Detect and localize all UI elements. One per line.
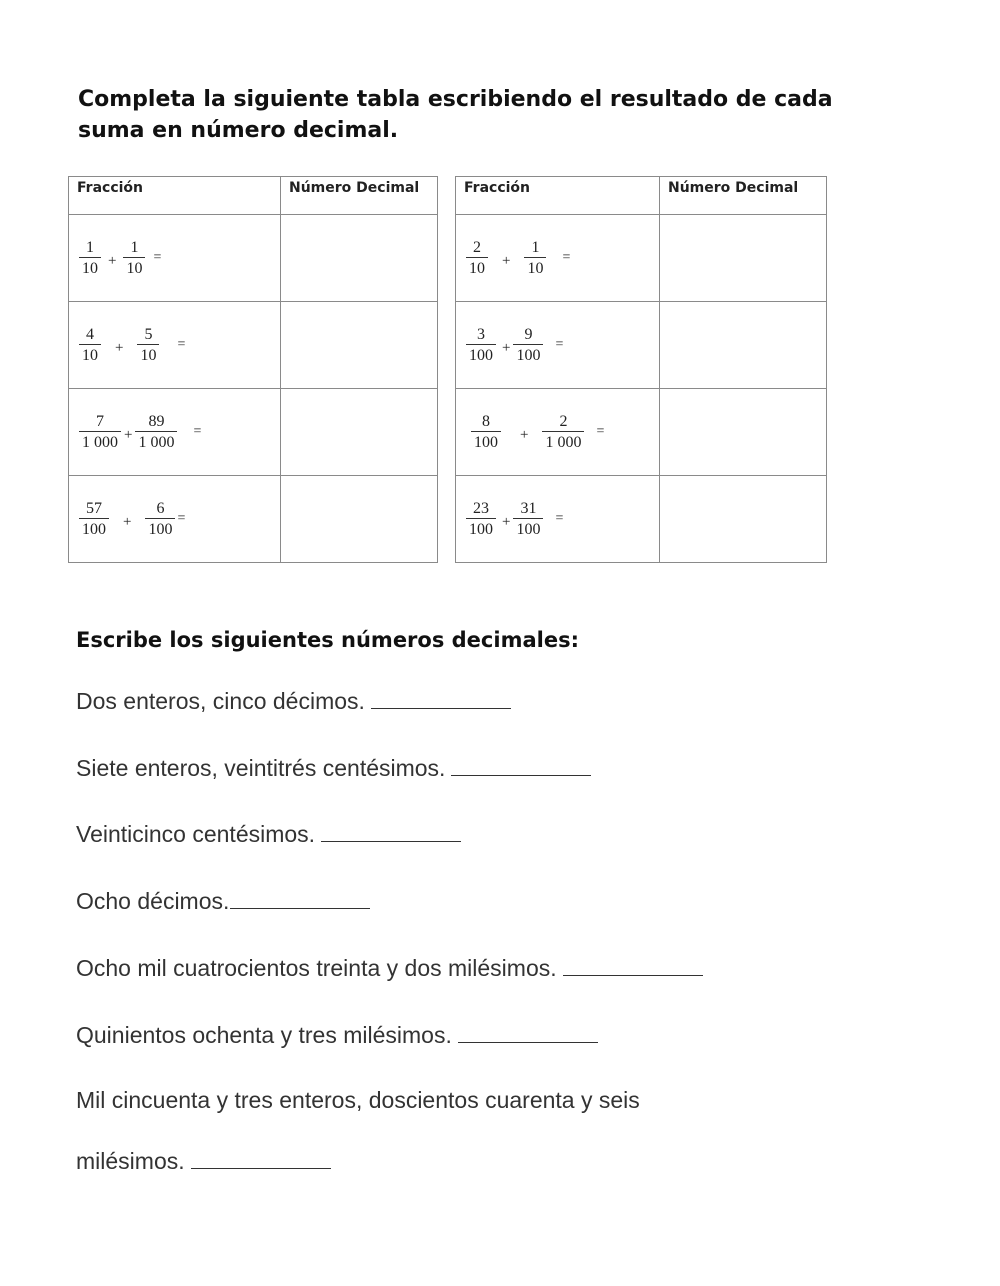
plus-sign: + bbox=[123, 513, 132, 530]
fraction: $\frac{2}{1 000}$ bbox=[542, 413, 584, 452]
answer-blank[interactable] bbox=[191, 1146, 331, 1169]
fraction: $\frac{31}{100}$ bbox=[513, 500, 543, 539]
plus-sign: + bbox=[502, 252, 511, 269]
fraction-cell bbox=[456, 476, 660, 563]
exercise-item bbox=[76, 886, 370, 915]
fraction: $\frac{3}{100}$ bbox=[466, 326, 496, 365]
decimal-answer-cell[interactable] bbox=[660, 215, 827, 302]
fraction: $\frac{7}{1 000}$ bbox=[79, 413, 121, 452]
decimal-answer-cell[interactable] bbox=[281, 389, 438, 476]
header-fraction: Fracción bbox=[456, 177, 660, 215]
fraction-cell bbox=[69, 215, 281, 302]
exercise-item bbox=[76, 1087, 640, 1114]
plus-sign: + bbox=[520, 426, 529, 443]
fraction-table-right bbox=[455, 176, 827, 563]
fraction-cell bbox=[69, 302, 281, 389]
decimal-answer-cell[interactable] bbox=[660, 476, 827, 563]
fraction: $\frac{1}{10}$ bbox=[123, 239, 145, 278]
fraction-cell bbox=[456, 302, 660, 389]
exercise-item bbox=[76, 686, 511, 715]
fraction: $\frac{1}{10}$ bbox=[79, 239, 101, 278]
exercise-item bbox=[76, 1146, 331, 1175]
decimal-answer-cell[interactable] bbox=[281, 476, 438, 563]
fraction: $\frac{4}{10}$ bbox=[79, 326, 101, 365]
header-decimal: Número Decimal bbox=[660, 177, 827, 215]
equals-sign: = bbox=[562, 250, 571, 265]
fraction-cell bbox=[456, 215, 660, 302]
table-row bbox=[456, 302, 827, 389]
table-row bbox=[69, 215, 438, 302]
equals-sign: = bbox=[555, 337, 564, 352]
exercise-text: Ocho mil cuatrocientos treinta y dos milésimos. bbox=[76, 955, 557, 981]
exercise-text: Siete enteros, veintitrés centésimos. bbox=[76, 755, 446, 781]
equals-sign: = bbox=[555, 511, 564, 526]
exercise-item bbox=[76, 953, 703, 982]
plus-sign: + bbox=[108, 252, 117, 269]
table-row bbox=[456, 215, 827, 302]
table-row bbox=[69, 389, 438, 476]
answer-blank[interactable] bbox=[321, 819, 461, 842]
exercise-item bbox=[76, 1020, 598, 1049]
decimal-answer-cell[interactable] bbox=[660, 302, 827, 389]
equals-sign: = bbox=[193, 424, 202, 439]
fraction-cell bbox=[69, 476, 281, 563]
exercise-text: milésimos. bbox=[76, 1148, 185, 1174]
answer-blank[interactable] bbox=[371, 686, 511, 709]
header-decimal: Número Decimal bbox=[281, 177, 438, 215]
fraction: $\frac{5}{10}$ bbox=[137, 326, 159, 365]
table-instructions: Completa la siguiente tabla escribiendo el resultado de cada suma en número decimal. bbox=[78, 87, 833, 143]
decimal-answer-cell[interactable] bbox=[281, 302, 438, 389]
fraction: $\frac{23}{100}$ bbox=[466, 500, 496, 539]
table-row bbox=[69, 476, 438, 563]
plus-sign: + bbox=[115, 339, 124, 356]
answer-blank[interactable] bbox=[563, 953, 703, 976]
fraction: $\frac{8}{100}$ bbox=[466, 413, 506, 452]
equals-sign: = bbox=[177, 511, 186, 526]
fraction: $\frac{6}{100}$ bbox=[145, 500, 175, 539]
exercise-text: Dos enteros, cinco décimos. bbox=[76, 688, 365, 714]
table-row bbox=[456, 476, 827, 563]
decimals-instructions: Escribe los siguientes números decimales: bbox=[76, 628, 579, 652]
answer-blank[interactable] bbox=[451, 753, 591, 776]
exercise-item bbox=[76, 819, 461, 848]
decimal-answer-cell[interactable] bbox=[281, 215, 438, 302]
header-fraction: Fracción bbox=[69, 177, 281, 215]
fraction-cell bbox=[69, 389, 281, 476]
exercise-text: Ocho décimos. bbox=[76, 888, 230, 914]
exercise-text: Mil cincuenta y tres enteros, doscientos cuarenta y seis bbox=[76, 1087, 640, 1113]
fraction: $\frac{89}{1 000}$ bbox=[135, 413, 177, 452]
decimal-answer-cell[interactable] bbox=[660, 389, 827, 476]
equals-sign: = bbox=[177, 337, 186, 352]
equals-sign: = bbox=[153, 250, 162, 265]
fraction: $\frac{9}{100}$ bbox=[513, 326, 543, 365]
exercise-text: Quinientos ochenta y tres milésimos. bbox=[76, 1022, 452, 1048]
answer-blank[interactable] bbox=[230, 886, 370, 909]
plus-sign: + bbox=[502, 339, 511, 356]
plus-sign: + bbox=[124, 426, 133, 443]
plus-sign: + bbox=[502, 513, 511, 530]
fraction: $\frac{2}{10}$ bbox=[466, 239, 488, 278]
exercise-item bbox=[76, 753, 591, 782]
table-row bbox=[69, 302, 438, 389]
table-row bbox=[456, 389, 827, 476]
fraction: $\frac{1}{10}$ bbox=[524, 239, 546, 278]
exercise-text: Veinticinco centésimos. bbox=[76, 821, 316, 847]
fraction-cell bbox=[456, 389, 660, 476]
equals-sign: = bbox=[596, 424, 605, 439]
fraction-table-left bbox=[68, 176, 438, 563]
table-separator bbox=[437, 176, 455, 560]
fraction: $\frac{57}{100}$ bbox=[79, 500, 109, 539]
answer-blank[interactable] bbox=[458, 1020, 598, 1043]
